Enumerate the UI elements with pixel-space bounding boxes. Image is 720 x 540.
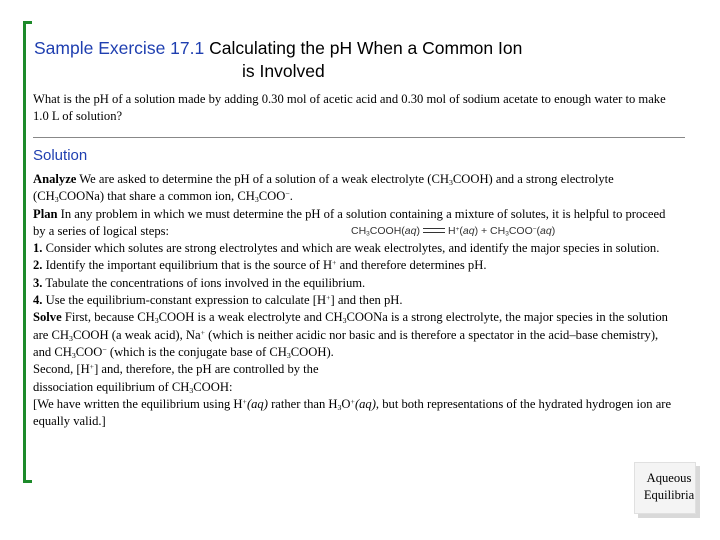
equilibrium-arrows-icon [423,227,445,235]
step-2-text-a: Identify the important equilibrium that is the source of H [42,258,333,273]
plan-label: Plan [33,206,58,221]
title-line1: Calculating the pH When a Common Ion [204,38,523,58]
note-text-e: (aq) [354,396,376,411]
step-3-text: Tabulate the concentrations of ions involved in the equilibrium. [42,275,366,290]
analyze-paragraph: Analyze We are asked to determine the pH of a solution of a weak electrolyte $(CH_3COOH)$ and a strong electrolyte $(CH_3COONa)$ that share a common ion, $CH_3COO^-$. [33,172,614,205]
note-text-c: rather than H [267,396,338,411]
step-1 [33,240,673,257]
note-text-f: , but both representations of the hydrated hydrogen ion are equally valid.] [33,396,672,429]
note-text-a: [We have written the equilibrium using H [33,396,243,411]
solution-heading: Solution [33,147,88,164]
solve-label: Solve [33,310,62,325]
solve-paragraph: Solve First, because $CH_3COOH$ is a weak electrolyte and $CH_3COONa$ is a strong electrolyte, the major species in the solution are $CH_3COOH$ (a weak acid), Na+ (which is neither acidic nor basic and is therefore a spectator in the acid–base chemistry), and $CH_3COO^-$ (which is the conjugate base of $CH_3COOH$). [33,310,668,360]
step-3 [33,275,673,292]
step-4-text-a: Use the equilibrium-constant expression to calculate [H [42,293,327,308]
chapter-label [634,470,704,504]
step-1-text: Consider which solutes are strong electrolytes and which are weak electrolytes, and identify the major species in solution. [42,241,660,256]
step-2-text-b: and therefore determines pH. [336,258,487,273]
note-text-d: O [341,396,351,411]
step-3-number: 3. [33,275,43,290]
step-4: 4. Use the equilibrium-constant expression to calculate [H+] and then pH. [33,293,403,308]
step-1-number: 1. [33,241,43,256]
dissociation-equation: $CH_3COOH(aq) H^+(aq) + CH_3COO^-(aq)$ [351,225,556,238]
page-title [34,37,674,83]
chapter-label-line2: Equilibria [643,488,695,502]
note-text-b: (aq) [246,396,268,411]
note-paragraph: [We have written the equilibrium using H+(aq) rather than $H_3O^+(aq)$, but both representations of the hydrated hydrogen ion are equally valid.] [33,396,672,429]
step-4-text-b: ] and then pH. [330,293,403,308]
exercise-number: Sample Exercise 17.1 [34,38,205,58]
divider [33,137,685,138]
step-2-number: 2. [33,258,43,273]
green-bracket [23,21,32,483]
solve-second-paragraph: Second, [H+] and, therefore, the pH are controlled by the dissociation equilibrium of $CH_3COOH$: [33,362,319,395]
plan-text: In any problem in which we must determine the pH of a solution containing a mixture of solutes, it is helpful to proceed by a series of logical steps: [33,206,666,238]
title-line2: is Involved [242,61,325,81]
chapter-label-line1: Aqueous [646,471,692,485]
step-4-number: 4. [33,293,43,308]
solution-body [33,171,673,430]
step-2: 2. Identify the important equilibrium that is the source of H+ and therefore determines pH. [33,258,487,273]
question-text: What is the pH of a solution made by adding 0.30 mol of acetic acid and 0.30 mol of sodium acetate to enough water to make 1.0 L of solution? [33,92,666,123]
analyze-label: Analyze [33,172,77,186]
